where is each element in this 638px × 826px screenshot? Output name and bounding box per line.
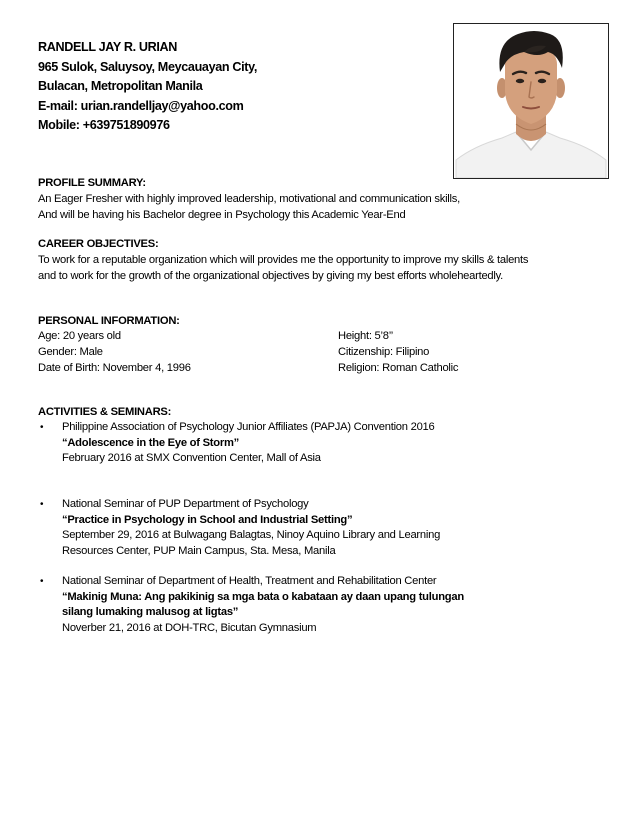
profile-summary-section (38, 175, 460, 224)
activity-detail: September 29, 2016 at Bulwagang Balagtas, Ninoy Aquino Library and Learning (62, 529, 441, 542)
personal-information-heading: PERSONAL INFORMATION: (38, 315, 180, 327)
activity-detail: Resources Center, PUP Main Campus, Sta. Mesa, Manila (62, 544, 336, 557)
email: E-mail: urian.randelljay@yahoo.com (38, 98, 244, 113)
gender: Gender: Male (38, 345, 103, 358)
activity-item (40, 574, 582, 636)
activity-title: “Practice in Psychology in School and Industrial Setting” (62, 513, 353, 526)
career-objectives-line-2: and to work for the growth of the organizational objectives by giving my best efforts wholeheartedly. (38, 270, 503, 283)
career-objectives-heading: CAREER OBJECTIVES: (38, 238, 159, 250)
person-photo-icon (454, 24, 608, 178)
religion: Religion: Roman Catholic (338, 361, 459, 374)
activity-title: silang lumaking malusog at ligtas” (62, 606, 239, 619)
height: Height: 5’8’’ (338, 330, 394, 342)
profile-summary-line-1: An Eager Fresher with highly improved leadership, motivational and communication skills, (38, 193, 460, 206)
profile-summary-line-2: And will be having his Bachelor degree in Psychology this Academic Year-End (38, 209, 406, 222)
bullet-icon: • (40, 499, 44, 510)
activity-detail: February 2016 at SMX Convention Center, Mall of Asia (62, 452, 321, 465)
info-row (38, 361, 598, 377)
activities-heading-wrap (38, 404, 171, 420)
activity-item (40, 420, 582, 467)
personal-information-heading-wrap (38, 313, 180, 329)
activity-title: “Adolescence in the Eye of Storm” (62, 436, 240, 449)
profile-summary-heading: PROFILE SUMMARY: (38, 177, 146, 189)
activities-heading: ACTIVITIES & SEMINARS: (38, 406, 172, 418)
career-objectives-line-1: To work for a reputable organization which will provides me the opportunity to improve my skills & talents (38, 254, 529, 267)
personal-information-grid (38, 329, 598, 376)
info-row (38, 345, 598, 361)
age: Age: 20 years old (38, 330, 121, 342)
applicant-photo (453, 23, 609, 179)
activity-event: National Seminar of Department of Health, Treatment and Rehabilitation Center (62, 575, 437, 587)
date-of-birth: Date of Birth: November 4, 1996 (38, 361, 191, 374)
mobile-number: Mobile: +639751890976 (38, 118, 170, 133)
contact-header (38, 38, 257, 136)
career-objectives-section (38, 236, 528, 285)
activity-event: Philippine Association of Psychology Junior Affiliates (PAPJA) Convention 2016 (62, 421, 435, 433)
activity-item (40, 497, 582, 559)
bullet-icon: • (40, 422, 44, 433)
address-line-2: Bulacan, Metropolitan Manila (38, 79, 203, 94)
activity-event: National Seminar of PUP Department of Psychology (62, 498, 309, 510)
activity-title: “Makinig Muna: Ang pakikinig sa mga bata o kabataan ay daan upang tulungan (62, 590, 464, 603)
applicant-name: RANDELL JAY R. URIAN (38, 40, 178, 54)
activity-detail: Noverber 21, 2016 at DOH-TRC, Bicutan Gymnasium (62, 621, 317, 634)
address-line-1: 965 Sulok, Saluysoy, Meycauayan City, (38, 59, 257, 74)
citizenship: Citizenship: Filipino (338, 345, 430, 358)
bullet-icon: • (40, 576, 44, 587)
info-row (38, 329, 598, 345)
